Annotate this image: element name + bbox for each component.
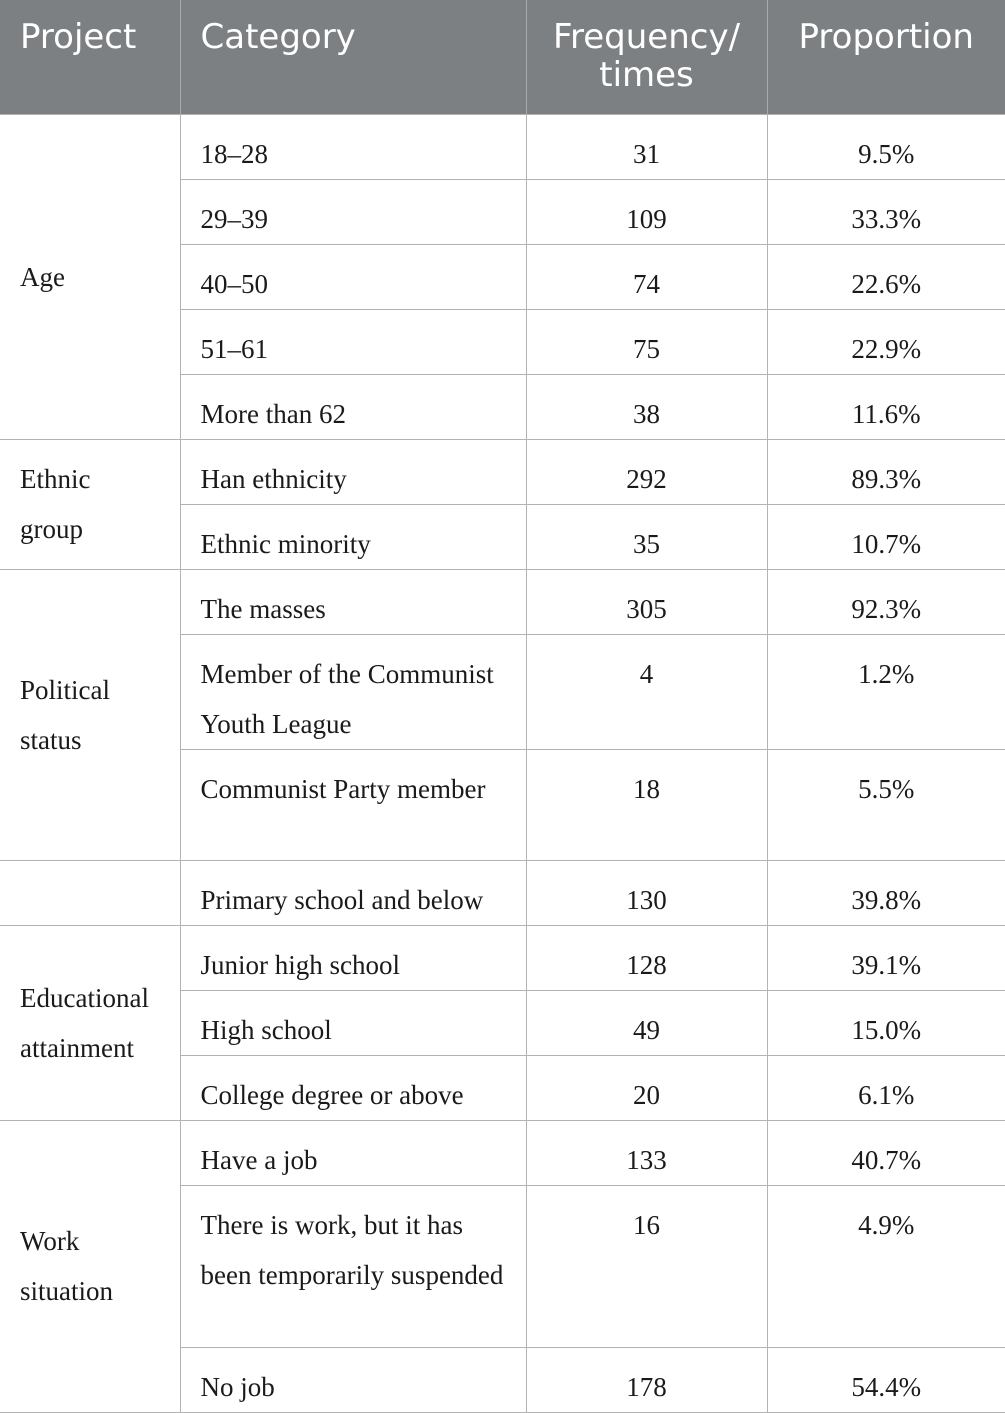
- frequency-cell: 35: [526, 504, 767, 569]
- category-cell: Primary school and below: [180, 860, 526, 925]
- proportion-cell: 10.7%: [767, 504, 1005, 569]
- category-cell: Han ethnicity: [180, 439, 526, 504]
- header-proportion: Proportion: [767, 0, 1005, 114]
- proportion-cell: 1.2%: [767, 634, 1005, 749]
- category-cell: 29–39: [180, 179, 526, 244]
- frequency-cell: 128: [526, 925, 767, 990]
- frequency-cell: 178: [526, 1347, 767, 1412]
- proportion-cell: 11.6%: [767, 374, 1005, 439]
- proportion-cell: 39.8%: [767, 860, 1005, 925]
- proportion-cell: 33.3%: [767, 179, 1005, 244]
- category-cell: 40–50: [180, 244, 526, 309]
- category-cell: Ethnic minority: [180, 504, 526, 569]
- project-cell: Ethnic group: [0, 439, 180, 569]
- header-project: Project: [0, 0, 180, 114]
- category-cell: More than 62: [180, 374, 526, 439]
- frequency-cell: 4: [526, 634, 767, 749]
- project-cell: Political status: [0, 569, 180, 860]
- project-cell: [0, 860, 180, 925]
- frequency-cell: 31: [526, 114, 767, 179]
- frequency-cell: 38: [526, 374, 767, 439]
- category-cell: Junior high school: [180, 925, 526, 990]
- proportion-cell: 22.9%: [767, 309, 1005, 374]
- proportion-cell: 4.9%: [767, 1185, 1005, 1347]
- header-category: Category: [180, 0, 526, 114]
- project-cell: Age: [0, 114, 180, 439]
- frequency-cell: 20: [526, 1055, 767, 1120]
- category-cell: The masses: [180, 569, 526, 634]
- proportion-cell: 22.6%: [767, 244, 1005, 309]
- header-row: [0, 0, 1005, 114]
- table-row: [0, 114, 1005, 179]
- proportion-cell: 40.7%: [767, 1120, 1005, 1185]
- proportion-cell: 39.1%: [767, 925, 1005, 990]
- frequency-cell: 74: [526, 244, 767, 309]
- proportion-cell: 92.3%: [767, 569, 1005, 634]
- proportion-cell: 6.1%: [767, 1055, 1005, 1120]
- category-cell: 18–28: [180, 114, 526, 179]
- frequency-cell: 16: [526, 1185, 767, 1347]
- category-cell: Member of the Communist Youth League: [180, 634, 526, 749]
- category-cell: Communist Party member: [180, 749, 526, 860]
- category-cell: 51–61: [180, 309, 526, 374]
- table-row: [0, 925, 1005, 990]
- frequency-cell: 75: [526, 309, 767, 374]
- proportion-cell: 89.3%: [767, 439, 1005, 504]
- category-cell: College degree or above: [180, 1055, 526, 1120]
- category-cell: Have a job: [180, 1120, 526, 1185]
- frequency-cell: 305: [526, 569, 767, 634]
- table-row: [0, 1120, 1005, 1185]
- frequency-cell: 292: [526, 439, 767, 504]
- table-row: [0, 439, 1005, 504]
- table-row: [0, 569, 1005, 634]
- frequency-cell: 109: [526, 179, 767, 244]
- category-cell: No job: [180, 1347, 526, 1412]
- table-row: [0, 860, 1005, 925]
- proportion-cell: 5.5%: [767, 749, 1005, 860]
- proportion-cell: 15.0%: [767, 990, 1005, 1055]
- project-cell: Educational attainment: [0, 925, 180, 1120]
- frequency-cell: 133: [526, 1120, 767, 1185]
- category-cell: High school: [180, 990, 526, 1055]
- frequency-cell: 18: [526, 749, 767, 860]
- frequency-cell: 130: [526, 860, 767, 925]
- header-frequency: Frequency/ times: [526, 0, 767, 114]
- frequency-cell: 49: [526, 990, 767, 1055]
- category-cell: There is work, but it has been temporarily suspended: [180, 1185, 526, 1347]
- proportion-cell: 9.5%: [767, 114, 1005, 179]
- proportion-cell: 54.4%: [767, 1347, 1005, 1412]
- project-cell: Work situation: [0, 1120, 180, 1412]
